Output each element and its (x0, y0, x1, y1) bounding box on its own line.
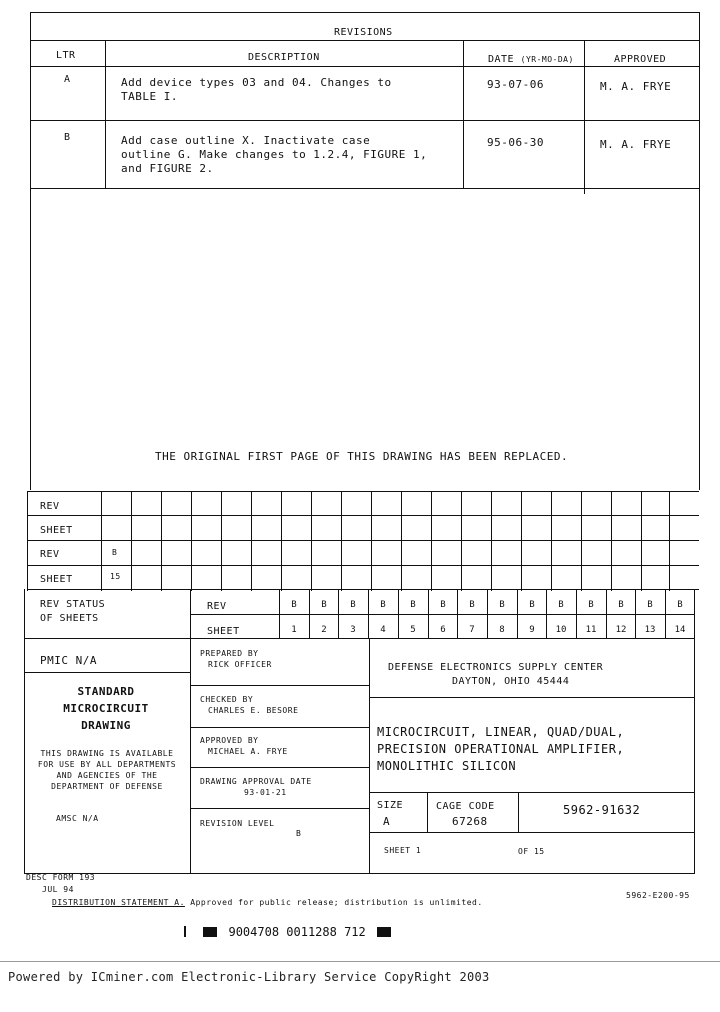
rev-row-date: 93-07-06 (487, 78, 544, 91)
rev-row-ltr: A (64, 74, 71, 85)
status-sheet-cell: 7 (469, 625, 475, 635)
rev-row-description: Add device types 03 and 04. Changes to TABLE I. (121, 76, 392, 103)
drawing-number: 5962-91632 (563, 803, 641, 817)
grid-column-line (521, 491, 522, 591)
grid-column-line (611, 491, 612, 591)
header-date-label: DATE (488, 54, 515, 65)
barcode-block (203, 927, 217, 937)
status-sheet-cell: 8 (499, 625, 505, 635)
grid-rev-label: REV (40, 501, 60, 512)
status-rev-cell: B (558, 600, 564, 610)
grid-rev-value: B (112, 548, 118, 557)
status-rev-cell: B (321, 600, 327, 610)
checked-by: CHARLES E. BESORE (208, 706, 299, 715)
agency-location: DAYTON, OHIO 45444 (452, 676, 570, 687)
status-sheet-cell: 1 (291, 625, 297, 635)
size-label: SIZE (377, 800, 404, 811)
distribution-statement (52, 898, 483, 907)
size-value: A (383, 815, 391, 828)
grid-column-line (161, 491, 162, 591)
rev-status-rev-label: REV (207, 601, 227, 612)
approved-label: APPROVED BY (200, 736, 259, 745)
status-sheet-cell: 4 (380, 625, 386, 635)
replacement-notice: THE ORIGINAL FIRST PAGE OF THIS DRAWING HAS BEEN REPLACED. (155, 450, 569, 463)
status-rev-cell: B (677, 600, 683, 610)
status-rev-cell: B (380, 600, 386, 610)
status-sheet-cell: 12 (615, 625, 627, 635)
status-rev-cell: B (440, 600, 446, 610)
revision-level-label: REVISION LEVEL (200, 819, 275, 828)
prepared-label: PREPARED BY (200, 649, 259, 658)
header-date-format: (YR-MO-DA) (520, 55, 574, 64)
status-sheet-cell: 5 (410, 625, 416, 635)
status-rev-cell: B (499, 600, 505, 610)
amsc-label: AMSC N/A (56, 814, 99, 823)
drawing-title: MICROCIRCUIT, LINEAR, QUAD/DUAL, PRECISION OPERATIONAL AMPLIFIER, MONOLITHIC SILICON (377, 725, 625, 773)
status-sheet-cell: 6 (440, 625, 446, 635)
rev-row-description: Add case outline X. Inactivate case outline G. Make changes to 1.2.4, FIGURE 1, and FIGURE 2. (121, 134, 428, 175)
grid-column-line (641, 491, 642, 591)
rev-status-sheet-label: SHEET (207, 626, 240, 637)
checked-label: CHECKED BY (200, 695, 254, 704)
grid-column-line (401, 491, 402, 591)
status-sheet-cell: 9 (529, 625, 535, 635)
prepared-by: RICK OFFICER (208, 660, 272, 669)
grid-column-line (221, 491, 222, 591)
cage-label: CAGE CODE (436, 801, 495, 812)
doc-code: 5962-E200-95 (626, 891, 690, 900)
barcode-mark (184, 926, 186, 937)
status-rev-cell: B (618, 600, 624, 610)
grid-column-line (281, 491, 282, 591)
status-rev-cell: B (291, 600, 297, 610)
revisions-title: REVISIONS (334, 27, 393, 38)
footer-copyright: Powered by ICminer.com Electronic-Library Service CopyRight 2003 (8, 970, 490, 984)
approval-date: 93-01-21 (244, 788, 287, 797)
grid-sheet-value: 15 (110, 572, 121, 581)
revision-level: B (296, 829, 302, 838)
rev-row-approved: M. A. FRYE (600, 80, 672, 93)
grid-column-line (191, 491, 192, 591)
barcode-line (184, 925, 391, 939)
form-date: JUL 94 (42, 885, 74, 894)
grid-column-line (371, 491, 372, 591)
grid-column-line (251, 491, 252, 591)
status-rev-cell: B (647, 600, 653, 610)
pmic-label: PMIC N/A (40, 654, 97, 667)
distribution-text: Approved for public release; distribution is unlimited. (190, 898, 483, 907)
status-rev-cell: B (350, 600, 356, 610)
rev-row-ltr: B (64, 132, 71, 143)
header-approved: APPROVED (614, 54, 667, 65)
grid-column-line (131, 491, 132, 591)
status-sheet-cell: 11 (585, 625, 597, 635)
distribution-label: DISTRIBUTION STATEMENT A. (52, 898, 185, 907)
agency-name: DEFENSE ELECTRONICS SUPPLY CENTER (388, 662, 604, 673)
status-sheet-cell: 14 (674, 625, 686, 635)
status-sheet-cell: 2 (321, 625, 327, 635)
grid-rev-label: REV (40, 549, 60, 560)
status-rev-cell: B (529, 600, 535, 610)
grid-column-line (491, 491, 492, 591)
grid-sheet-label: SHEET (40, 574, 73, 585)
grid-column-line (669, 491, 670, 591)
approval-date-label: DRAWING APPROVAL DATE (200, 777, 312, 786)
header-description: DESCRIPTION (248, 52, 320, 63)
status-rev-cell: B (469, 600, 475, 610)
sheet-number: SHEET 1 (384, 846, 422, 855)
grid-column-line (431, 491, 432, 591)
approved-by: MICHAEL A. FRYE (208, 747, 288, 756)
header-date (488, 54, 574, 65)
standard-microcircuit-drawing: STANDARD MICROCIRCUIT DRAWING (63, 685, 149, 732)
rev-row-date: 95-06-30 (487, 136, 544, 149)
grid-column-line (581, 491, 582, 591)
barcode-number: 9004708 0011288 712 (228, 925, 366, 939)
cage-value: 67268 (452, 815, 488, 828)
status-rev-cell: B (588, 600, 594, 610)
availability-note: THIS DRAWING IS AVAILABLE FOR USE BY ALL DEPARTMENTS AND AGENCIES OF THE DEPARTMENT OF DEFENSE (37, 749, 177, 791)
grid-column-line (341, 491, 342, 591)
form-id: DESC FORM 193 (26, 873, 96, 882)
grid-column-line (461, 491, 462, 591)
status-sheet-cell: 13 (644, 625, 656, 635)
rev-status-label: REV STATUS OF SHEETS (40, 599, 106, 624)
status-rev-cell: B (410, 600, 416, 610)
header-ltr: LTR (56, 50, 76, 61)
grid-sheet-label: SHEET (40, 525, 73, 536)
grid-column-line (311, 491, 312, 591)
rev-row-approved: M. A. FRYE (600, 138, 672, 151)
status-sheet-cell: 3 (350, 625, 356, 635)
status-sheet-cell: 10 (555, 625, 567, 635)
barcode-block (377, 927, 391, 937)
sheet-of: OF 15 (518, 847, 545, 856)
grid-column-line (551, 491, 552, 591)
